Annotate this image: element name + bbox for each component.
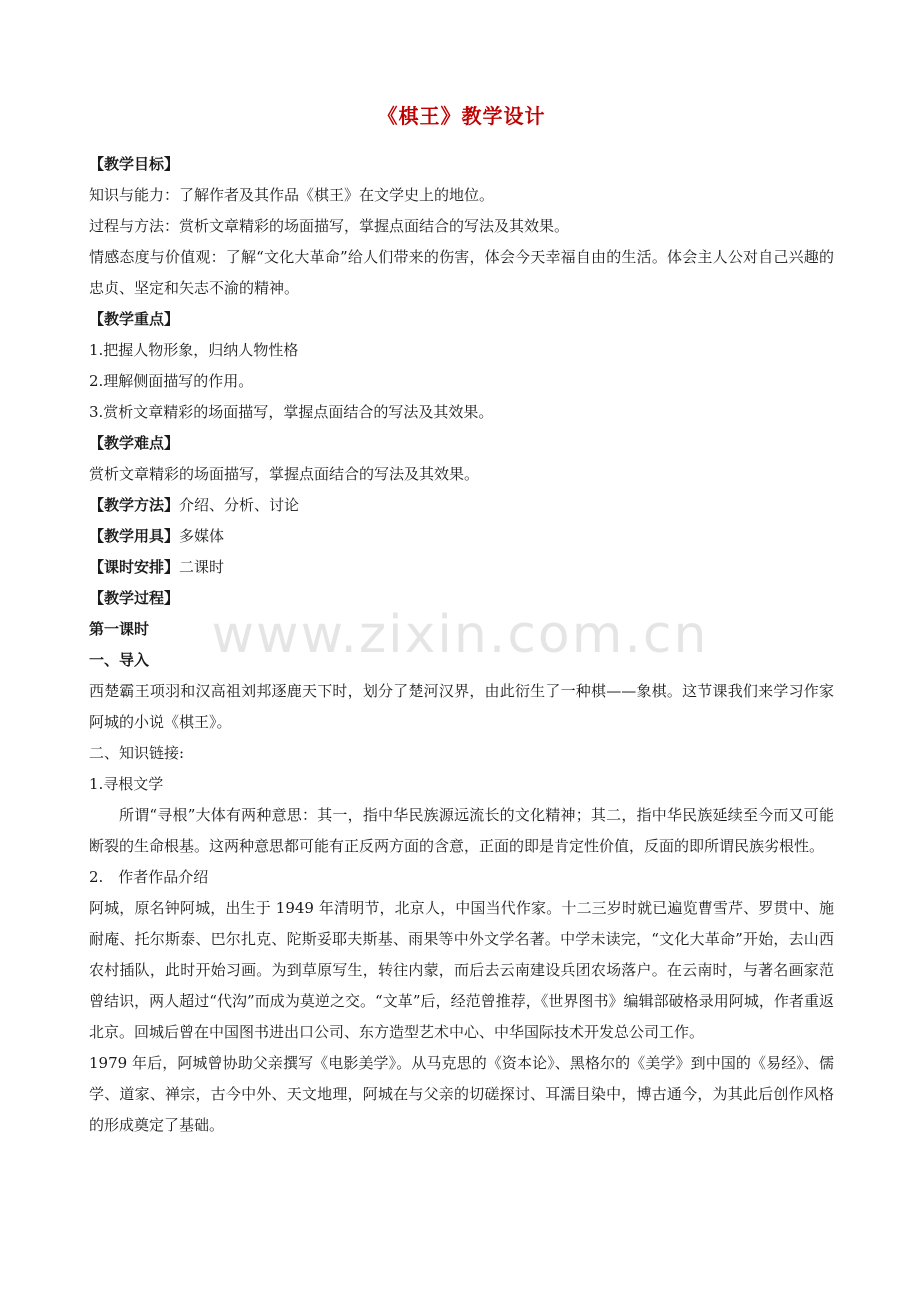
knowledge-link-heading: 二、知识链接: [89,744,185,762]
tools-value: 多媒体 [179,527,225,545]
key-point-3: 3.赏析文章精彩的场面描写，掌握点面结合的写法及其效果。 [89,403,494,421]
watermark: www.zixin.com.cn [211,605,709,665]
document-title: 《棋王》教学设计 [377,104,546,128]
schedule-label: 【课时安排】 [89,558,180,576]
goals-heading: 【教学目标】 [89,155,180,173]
key-points-heading: 【教学重点】 [89,310,180,328]
author-text-2: 1979 年后，阿城曾协助父亲撰写《电影美学》。从马克思的《资本论》、黑格尔的《美学》到中国的《易经》、儒学、道家、禅宗，古今中外、天文地理，阿城在与父亲的切磋探讨、耳濡目染中，博古通今，为其此后创作风格的形成奠定了基础。 [89,1054,834,1134]
method-value: 介绍、分析、讨论 [179,496,300,514]
tools-label: 【教学用具】 [89,527,180,545]
key-point-2: 2.理解侧面描写的作用。 [89,372,254,390]
intro-heading: 一、导入 [89,651,150,669]
root-literature-heading: 1.寻根文学 [89,775,164,793]
key-point-1: 1.把握人物形象，归纳人物性格 [89,341,299,359]
schedule-value: 二课时 [179,558,225,576]
lesson-one-heading: 第一课时 [89,620,150,638]
method-row [89,490,834,521]
author-text-1: 阿城，原名钟阿城，出生于 1949 年清明节，北京人，中国当代作家。十二三岁时就已遍览曹雪芹、罗贯中、施耐庵、托尔斯泰、巴尔扎克、陀斯妥耶夫斯基、雨果等中外文学名著。中学未读完，“文化大革命”开始，去山西农村插队，此时开始习画。为到草原写生，转往内蒙，而后去云南建设兵团农场落户。在云南时，与著名画家范曾结识，两人超过“代沟”而成为莫逆之交。“文革”后，经范曾推荐，《世界图书》编辑部破格录用阿城，作者重返北京。回城后曾在中国图书进出口公司、东方造型艺术中心、中华国际技术开发总公司工作。 [89,899,834,1041]
root-literature-text: 所谓“寻根”大体有两种意思：其一，指中华民族源远流长的文化精神；其二，指中华民族延续至今而又可能断裂的生命根基。这两种意思都可能有正反两方面的含意，正面的即是肯定性价值，反面的即所谓民族劣根性。 [89,806,834,855]
author-heading: 2. 作者作品介绍 [89,868,209,886]
process-heading: 【教学过程】 [89,589,180,607]
tools-row [89,521,834,552]
difficulty-heading: 【教学难点】 [89,434,180,452]
document-page [89,100,834,1141]
method-label: 【教学方法】 [89,496,180,514]
goal-emotion: 情感态度与价值观：了解“文化大革命”给人们带来的伤害，体会今天幸福自由的生活。体会主人公对自己兴趣的忠贞、坚定和矢志不渝的精神。 [89,248,834,297]
goal-knowledge: 知识与能力：了解作者及其作品《棋王》在文学史上的地位。 [89,186,495,204]
schedule-row [89,552,834,583]
difficulty-text: 赏析文章精彩的场面描写，掌握点面结合的写法及其效果。 [89,465,480,483]
intro-text: 西楚霸王项羽和汉高祖刘邦逐鹿天下时，划分了楚河汉界，由此衍生了一种棋——象棋。这节课我们来学习作家阿城的小说《棋王》。 [89,682,834,731]
goal-process: 过程与方法：赏析文章精彩的场面描写，掌握点面结合的写法及其效果。 [89,217,570,235]
